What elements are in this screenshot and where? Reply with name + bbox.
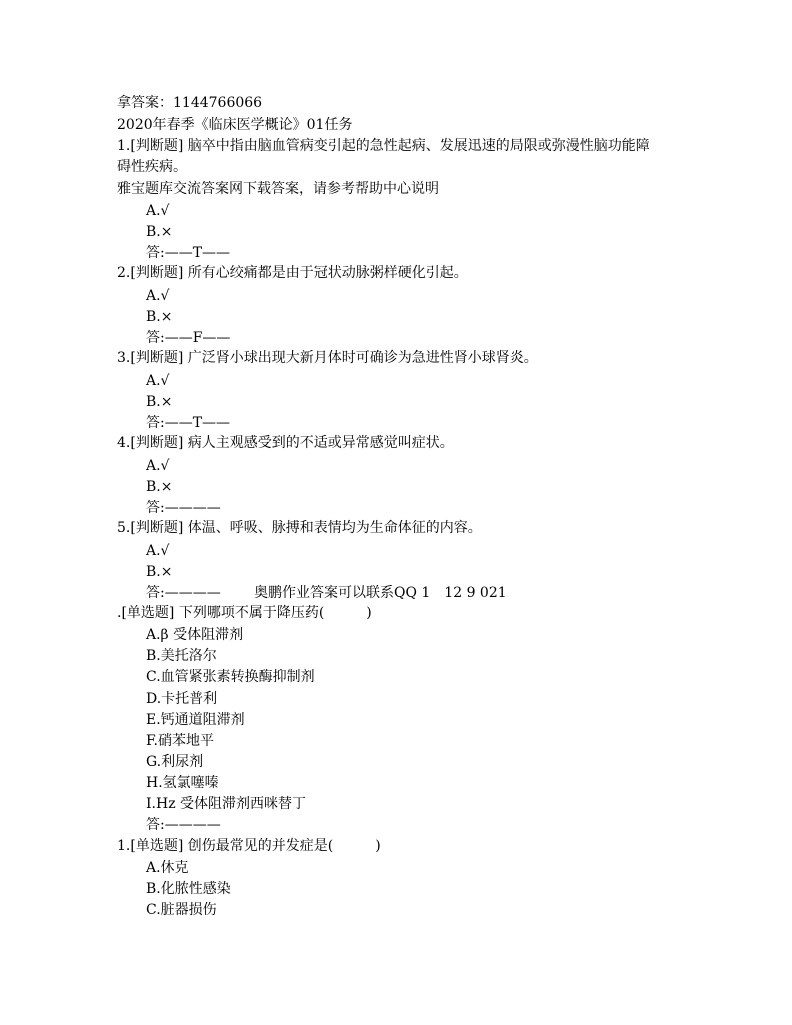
question-1-option-a: A.√ — [146, 203, 170, 219]
question-3-text: 3.[判断题] 广泛肾小球出现大新月体时可确诊为急进性肾小球肾炎。 — [117, 350, 538, 366]
question-2-text: 2.[判断题] 所有心绞痛都是由于冠状动脉粥样硬化引起。 — [117, 265, 468, 281]
question-1-answer: 答:——T—— — [146, 245, 231, 261]
question-1-text-line2: 碍性疾病。 — [117, 159, 187, 175]
question-6-option-f: F.硝苯地平 — [146, 733, 214, 749]
question-5-option-a: A.√ — [146, 543, 170, 559]
qq-contact-note: 奥鹏作业答案可以联系QQ 1 12 9 021 — [254, 585, 507, 601]
question-4-answer: 答:———— — [146, 500, 221, 516]
question-3-option-a: A.√ — [146, 373, 170, 389]
question-4-option-b: B.× — [146, 479, 173, 495]
question-4-option-a: A.√ — [146, 458, 170, 474]
question-2-option-b: B.× — [146, 309, 173, 325]
download-note: 雅宝题库交流答案网下载答案，请参考帮助中心说明 — [117, 181, 439, 197]
question-2-option-a: A.√ — [146, 288, 170, 304]
question-6-option-i: I.Hz 受体阻滞剂西咪替丁 — [146, 796, 307, 812]
question-7-text: 1.[单选题] 创伤最常见的并发症是( ) — [117, 838, 381, 854]
question-1-option-b: B.× — [146, 224, 173, 240]
question-7-option-c: C.脏器损伤 — [146, 902, 217, 918]
question-6-option-d: D.卡托普利 — [146, 691, 218, 707]
question-6-option-g: G.利尿剂 — [146, 754, 204, 770]
question-6-text: .[单选题] 下列哪项不属于降压药( ) — [117, 605, 372, 621]
question-5-answer: 答:———— — [146, 585, 221, 601]
question-7-option-a: A.休克 — [146, 860, 189, 876]
question-2-answer: 答:——F—— — [146, 330, 231, 346]
document-title: 2020年春季《临床医学概论》01任务 — [117, 117, 353, 133]
question-6-answer: 答:———— — [146, 817, 221, 833]
question-6-option-c: C.血管紧张素转换酶抑制剂 — [146, 669, 315, 685]
question-4-text: 4.[判断题] 病人主观感受到的不适或异常感觉叫症状。 — [117, 435, 454, 451]
question-6-option-a: A.β 受体阻滞剂 — [146, 627, 244, 643]
question-3-option-b: B.× — [146, 394, 173, 410]
answer-contact-line: 拿答案：1144766066 — [117, 95, 263, 111]
question-6-option-e: E.钙通道阻滞剂 — [146, 712, 245, 728]
question-5-option-b: B.× — [146, 564, 173, 580]
question-6-option-b: B.美托洛尔 — [146, 648, 217, 664]
question-1-text-line1: 1.[判断题] 脑卒中指由脑血管病变引起的急性起病、发展迅速的局限或弥漫性脑功能障 — [117, 138, 650, 154]
question-5-text: 5.[判断题] 体温、呼吸、脉搏和表情均为生命体征的内容。 — [117, 520, 482, 536]
question-3-answer: 答:——T—— — [146, 415, 231, 431]
question-7-option-b: B.化脓性感染 — [146, 881, 231, 897]
question-6-option-h: H.氢氯噻嗪 — [146, 775, 219, 791]
